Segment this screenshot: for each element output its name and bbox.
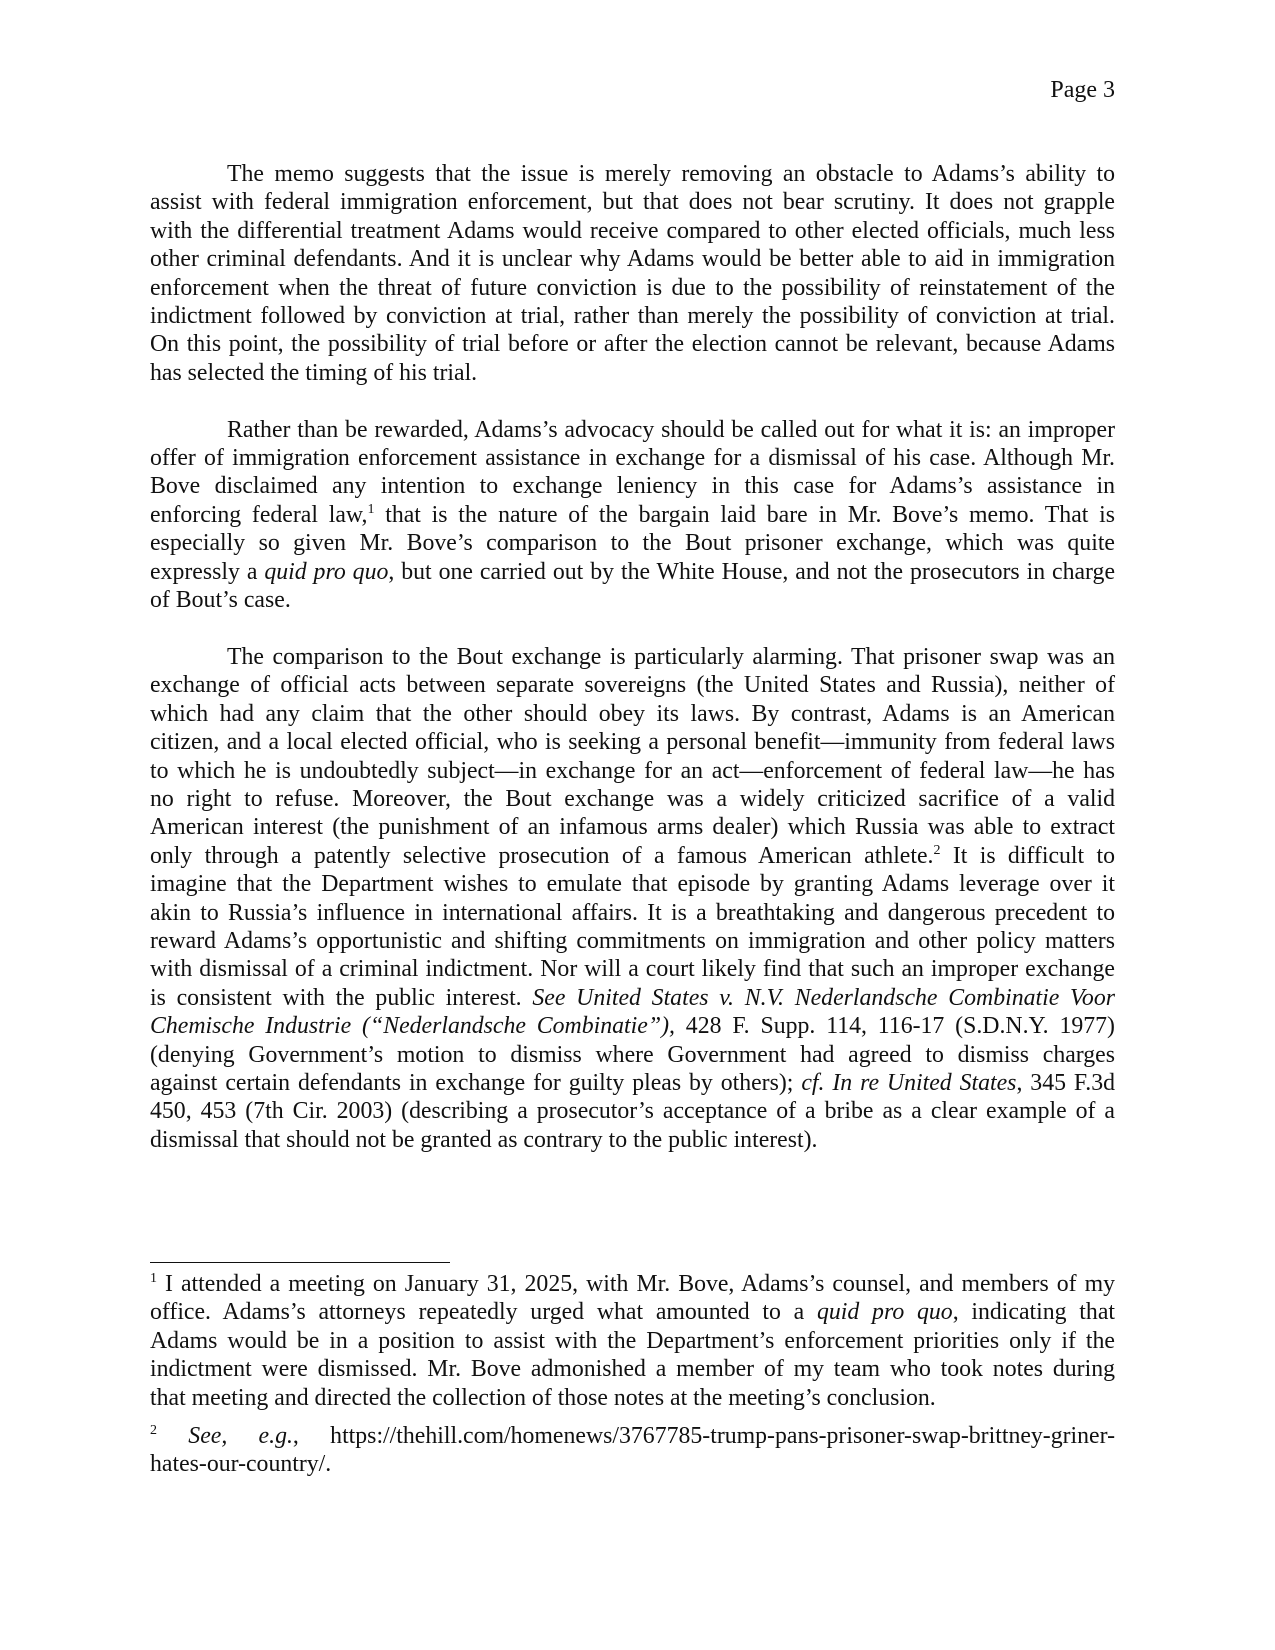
body-text bbox=[150, 160, 1115, 1183]
text-run: Adams would be in a position to assist with the Department’s enforcement priorities only if the bbox=[150, 1327, 1115, 1354]
text-line bbox=[150, 359, 1115, 387]
text-run: (denying Government’s motion to dismiss where Government had agreed to dismiss charges bbox=[150, 1041, 1115, 1068]
text-run: 428 F. Supp. 114, 116-17 (S.D.N.Y. 1977) bbox=[674, 1013, 1115, 1040]
text-line bbox=[150, 1327, 1115, 1355]
text-run: other criminal defendants. And it is unclear why Adams would be better able to aid in immigration bbox=[150, 246, 1115, 273]
italic-text: quid pro quo bbox=[817, 1299, 953, 1326]
italic-text: cf. In re United States bbox=[801, 1069, 1017, 1096]
text-line bbox=[150, 700, 1115, 728]
footnote-marker: 2 bbox=[933, 842, 941, 858]
text-line bbox=[150, 1384, 1115, 1412]
text-run: hates-our-country/. bbox=[150, 1451, 332, 1478]
text-run: indictment followed by conviction at trial, rather than merely the possibility of conviction at trial. bbox=[150, 303, 1115, 330]
text-line bbox=[150, 1422, 1115, 1450]
text-run: with dismissal of a criminal indictment. Nor will a court likely find that such an improper exchange bbox=[150, 956, 1115, 983]
text-line bbox=[150, 160, 1115, 188]
text-line bbox=[150, 643, 1115, 671]
text-line bbox=[150, 274, 1115, 302]
text-run: dismissal that should not be granted as contrary to the public interest). bbox=[150, 1126, 818, 1153]
text-line bbox=[150, 217, 1115, 245]
footnote bbox=[150, 1270, 1115, 1412]
text-run: with the differential treatment Adams would receive compared to other elected officials, much less bbox=[150, 217, 1115, 244]
text-line bbox=[150, 955, 1115, 983]
italic-text: quid pro quo bbox=[264, 558, 389, 585]
text-line bbox=[150, 984, 1115, 1012]
footnote bbox=[150, 1422, 1115, 1479]
text-run: I attended a meeting on January 31, 2025, with Mr. Bove, Adams’s counsel, and members of my bbox=[157, 1271, 1115, 1297]
text-line bbox=[150, 1069, 1115, 1097]
paragraph bbox=[150, 643, 1115, 1154]
text-run: is consistent with the public interest. bbox=[150, 984, 533, 1011]
text-line bbox=[150, 558, 1115, 586]
text-line bbox=[150, 444, 1115, 472]
italic-text: Chemische Industrie (“Nederlandsche Combinatie”), bbox=[150, 1013, 675, 1040]
text-run: The comparison to the Bout exchange is particularly alarming. That prisoner swap was an bbox=[227, 643, 1115, 670]
text-line bbox=[150, 1450, 1115, 1478]
text-run: assist with federal immigration enforcement, but that does not bear scrutiny. It does not grapple bbox=[150, 189, 1115, 216]
text-run: , 345 F.3d bbox=[1016, 1069, 1115, 1096]
text-run: expressly a bbox=[150, 558, 265, 585]
text-run: to which he is undoubtedly subject—in exchange for an act—enforcement of federal law—he has bbox=[150, 757, 1115, 784]
text-line bbox=[150, 330, 1115, 358]
text-line bbox=[150, 842, 1115, 870]
page-number: Page 3 bbox=[1050, 77, 1115, 103]
text-line bbox=[150, 757, 1115, 785]
text-line bbox=[150, 1126, 1115, 1154]
text-run: Bove disclaimed any intention to exchange leniency in this case for Adams’s assistance in bbox=[150, 473, 1115, 500]
text-line bbox=[150, 245, 1115, 273]
text-run: The memo suggests that the issue is merely removing an obstacle to Adams’s ability to bbox=[227, 161, 1115, 187]
footnote-marker: 2 bbox=[150, 1423, 157, 1439]
text-run: only through a patently selective prosecution of a famous American athlete. bbox=[150, 842, 934, 869]
text-run: enforcing federal law, bbox=[150, 501, 368, 528]
text-line bbox=[150, 586, 1115, 614]
text-run: offer of immigration enforcement assistance in exchange for a dismissal of his case. Although Mr. bbox=[150, 445, 1115, 472]
text-line bbox=[150, 870, 1115, 898]
text-run bbox=[157, 1423, 188, 1449]
text-line bbox=[150, 927, 1115, 955]
footnotes bbox=[150, 1270, 1115, 1489]
text-run: , indicating that bbox=[952, 1299, 1115, 1326]
text-run: reward Adams’s opportunistic and shifting commitments on immigration and other policy matters bbox=[150, 927, 1115, 954]
text-line bbox=[150, 1041, 1115, 1069]
text-line bbox=[150, 529, 1115, 557]
italic-text: See United States v. N.V. Nederlandsche Combinatie Voor bbox=[532, 984, 1115, 1011]
text-line bbox=[150, 501, 1115, 529]
text-run: indictment were dismissed. Mr. Bove admonished a member of my team who took notes during bbox=[150, 1356, 1115, 1383]
text-run: American interest (the punishment of an infamous arms dealer) which Russia was able to extract bbox=[150, 814, 1115, 841]
text-line bbox=[150, 785, 1115, 813]
text-line bbox=[150, 899, 1115, 927]
text-run: office. Adams’s attorneys repeatedly urged what amounted to a bbox=[150, 1299, 817, 1326]
footnote-marker: 1 bbox=[367, 501, 375, 517]
text-line bbox=[150, 472, 1115, 500]
text-line bbox=[150, 1270, 1115, 1298]
paragraph bbox=[150, 416, 1115, 615]
text-run: of Bout’s case. bbox=[150, 587, 291, 614]
text-run: which had any claim that the other should obey its laws. By contrast, Adams is an American bbox=[150, 700, 1115, 727]
text-line bbox=[150, 1012, 1115, 1040]
text-run: that is the nature of the bargain laid bare in Mr. Bove’s memo. That is bbox=[374, 501, 1115, 528]
text-run: no right to refuse. Moreover, the Bout exchange was a widely criticized sacrifice of a valid bbox=[150, 785, 1115, 812]
text-run: against certain defendants in exchange for guilty pleas by others); bbox=[150, 1069, 802, 1096]
text-run: akin to Russia’s influence in international affairs. It is a breathtaking and dangerous precedent to bbox=[150, 899, 1115, 926]
text-run: enforcement when the threat of future conviction is due to the possibility of reinstatement of the bbox=[150, 274, 1115, 301]
text-run: imagine that the Department wishes to emulate that episode by granting Adams leverage over it bbox=[150, 871, 1115, 898]
text-run: On this point, the possibility of trial before or after the election cannot be relevant, because Adams bbox=[150, 331, 1115, 358]
text-line bbox=[150, 1298, 1115, 1326]
text-run: Rather than be rewarded, Adams’s advocacy should be called out for what it is: an improper bbox=[227, 416, 1115, 443]
footnote-divider bbox=[150, 1262, 450, 1263]
text-line bbox=[150, 1097, 1115, 1125]
text-run: has selected the timing of his trial. bbox=[150, 359, 478, 386]
text-line bbox=[150, 302, 1115, 330]
text-line bbox=[150, 188, 1115, 216]
text-run: , https://thehill.com/homenews/3767785-trump-pans-prisoner-swap-brittney-griner- bbox=[292, 1423, 1115, 1450]
text-line bbox=[150, 416, 1115, 444]
italic-text: See, e.g. bbox=[188, 1423, 293, 1450]
text-line bbox=[150, 728, 1115, 756]
text-run: citizen, and a local elected official, who is seeking a personal benefit—immunity from federal laws bbox=[150, 729, 1115, 756]
text-run: , but one carried out by the White House, and not the prosecutors in charge bbox=[388, 558, 1116, 585]
text-line bbox=[150, 813, 1115, 841]
text-run: especially so given Mr. Bove’s comparison to the Bout prisoner exchange, which was quite bbox=[150, 530, 1115, 557]
paragraph bbox=[150, 160, 1115, 387]
footnote-marker: 1 bbox=[150, 1271, 157, 1286]
text-run: It is difficult to bbox=[940, 842, 1115, 869]
text-line bbox=[150, 1355, 1115, 1383]
text-run: 450, 453 (7th Cir. 2003) (describing a prosecutor’s acceptance of a bribe as a clear example of a bbox=[150, 1098, 1115, 1125]
text-run: exchange of official acts between separate sovereigns (the United States and Russia), neither of bbox=[150, 672, 1115, 699]
text-run: that meeting and directed the collection of those notes at the meeting’s conclusion. bbox=[150, 1384, 936, 1411]
text-line bbox=[150, 671, 1115, 699]
